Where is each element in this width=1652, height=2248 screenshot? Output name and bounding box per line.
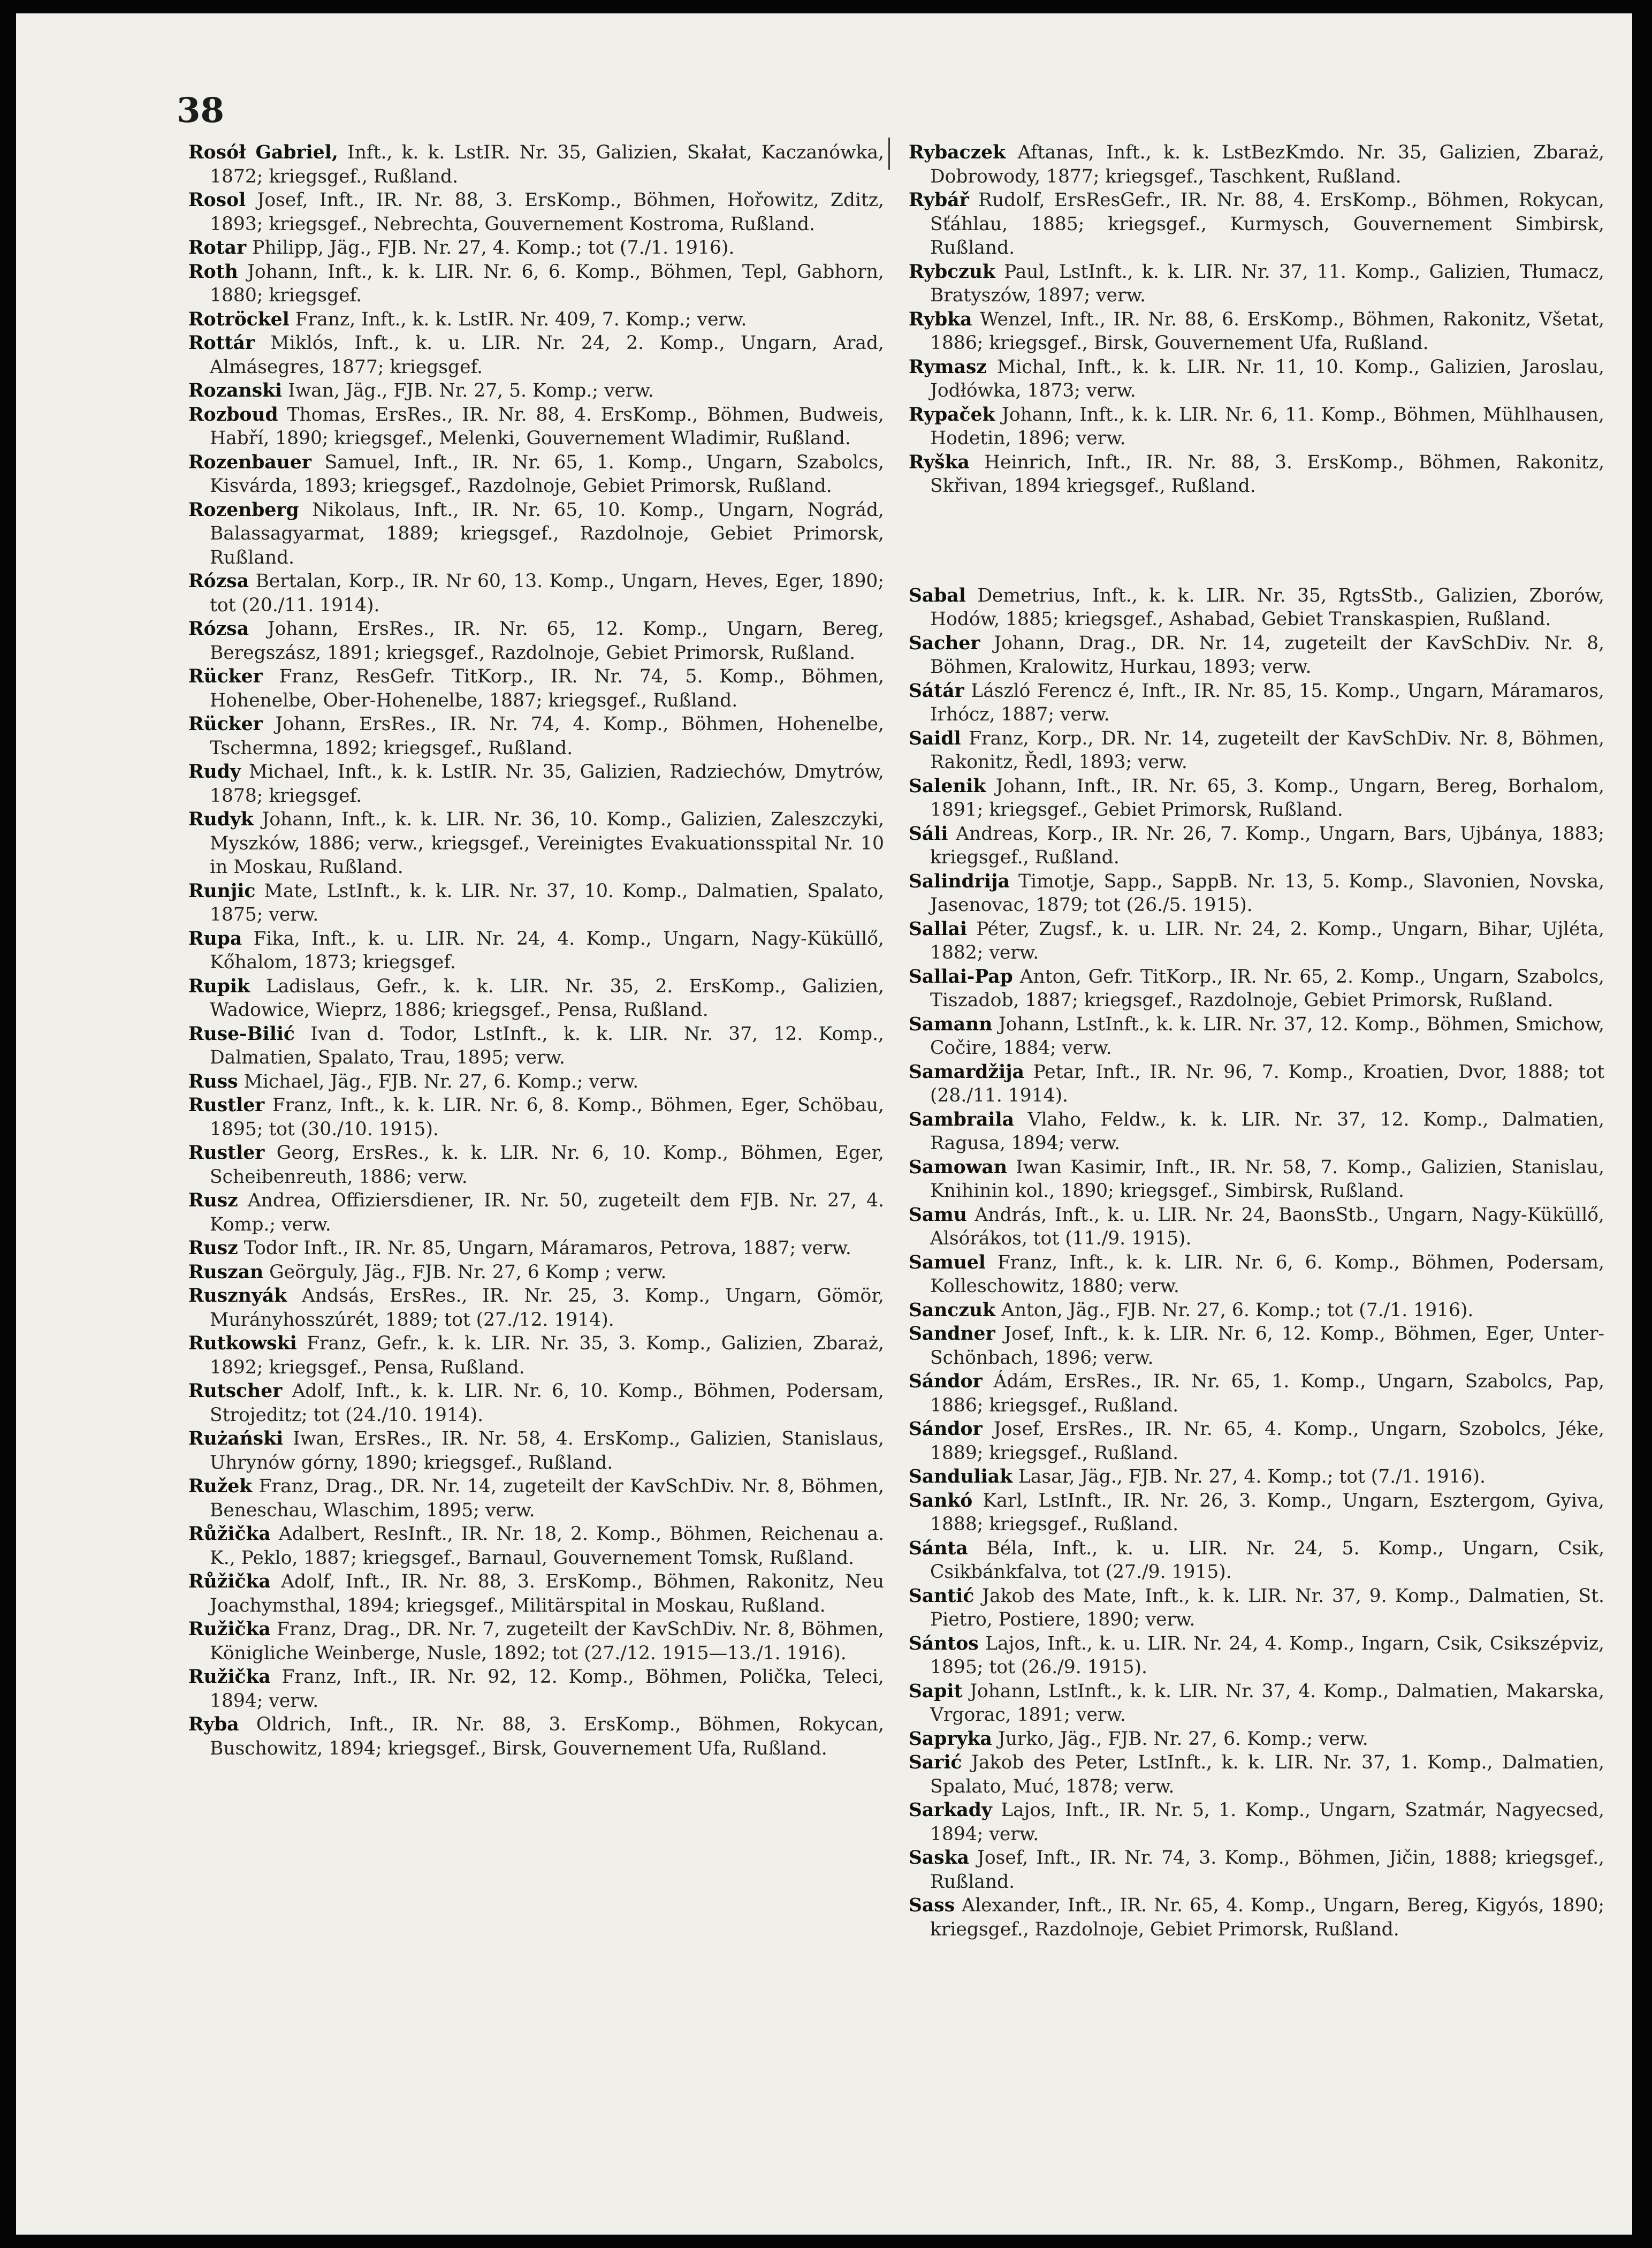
list-entry	[909, 1370, 1604, 1417]
list-entry	[909, 1156, 1604, 1203]
entry-details: Petar, Inft., IR. Nr. 96, 7. Komp., Kroatien, Dvor, 1888; tot (28./11. 1914).	[930, 1061, 1604, 1106]
entry-surname: Rücker	[188, 666, 263, 687]
entry-details: Alexander, Inft., IR. Nr. 65, 4. Komp., Ungarn, Bereg, Kigyós, 1890; kriegsgef., Razdolnoje, Gebiet Primorsk, Rußland.	[930, 1895, 1604, 1940]
entry-details: Wenzel, Inft., IR. Nr. 88, 6. ErsKomp., Böhmen, Rakonitz, Všetat, 1886; kriegsgef., Birsk, Gouvernement Ufa, Rußland.	[930, 308, 1604, 354]
list-entry	[188, 1332, 884, 1379]
entry-surname: Rybczuk	[909, 261, 995, 283]
entry-details: Franz, Drag., DR. Nr. 7, zugeteilt der KavSchDiv. Nr. 8, Böhmen, Königliche Weinberge, Nusle, 1892; tot (27./12. 1915—13./1. 1916).	[210, 1619, 884, 1664]
list-entry	[909, 1727, 1604, 1751]
list-entry	[188, 879, 884, 927]
entry-surname: Ryba	[188, 1714, 239, 1735]
entry-surname: Rutkowski	[188, 1333, 297, 1354]
list-entry	[188, 1570, 884, 1617]
list-entry	[188, 1189, 884, 1236]
list-entry	[188, 1522, 884, 1570]
entry-details: Rudolf, ErsResGefr., IR. Nr. 88, 4. ErsKomp., Böhmen, Rokycan, Sťáhlau, 1885; kriegsgef., Kurmysch, Gouvernement Simbirsk, Rußland.	[930, 189, 1604, 259]
entry-surname: Rozboud	[188, 404, 278, 426]
entry-surname: Sandner	[909, 1323, 995, 1345]
entry-details: Josef, Inft., k. k. LIR. Nr. 6, 12. Komp., Böhmen, Eger, Unter-Schönbach, 1896; verw.	[930, 1323, 1604, 1369]
entry-details: Adalbert, ResInft., IR. Nr. 18, 2. Komp., Böhmen, Reichenau a. K., Peklo, 1887; kriegsgef., Barnaul, Gouvernement Tomsk, Rußland.	[210, 1523, 884, 1569]
entry-surname: Sankó	[909, 1490, 973, 1512]
entry-details: Todor Inft., IR. Nr. 85, Ungarn, Máramaros, Petrova, 1887; verw.	[238, 1237, 851, 1259]
list-entry	[188, 665, 884, 712]
entry-surname: Sass	[909, 1895, 955, 1916]
entry-details: Anton, Gefr. TitKorp., IR. Nr. 65, 2. Komp., Ungarn, Szabolcs, Tiszadob, 1887; kriegsgef., Razdolnoje, Gebiet Primorsk, Rußland.	[930, 966, 1604, 1011]
entry-details: Michal, Inft., k. k. LIR. Nr. 11, 10. Komp., Galizien, Jaroslau, Jodłówka, 1873; verw.	[930, 356, 1604, 401]
list-entry	[909, 1798, 1604, 1846]
entry-details: Péter, Zugsf., k. u. LIR. Nr. 24, 2. Komp., Ungarn, Bihar, Ujléta, 1882; verw.	[930, 918, 1604, 963]
entry-details: Ádám, ErsRes., IR. Nr. 65, 1. Komp., Ungarn, Szabolcs, Pap, 1886; kriegsgef., Rußland.	[930, 1371, 1604, 1416]
list-entry	[909, 965, 1604, 1013]
list-entry	[909, 188, 1604, 260]
entry-surname: Rymasz	[909, 356, 987, 378]
entry-details: Johann, Drag., DR. Nr. 14, zugeteilt der KavSchDiv. Nr. 8, Böhmen, Kralowitz, Hurkau, 1893; verw.	[930, 632, 1604, 678]
list-entry	[188, 617, 884, 665]
entry-details: Johann, ErsRes., IR. Nr. 74, 4. Komp., Böhmen, Hohenelbe, Tschermna, 1892; kriegsgef., Rußland.	[210, 713, 884, 759]
entry-details: Andreas, Korp., IR. Nr. 26, 7. Komp., Ungarn, Bars, Ujbánya, 1883; kriegsgef., Rußland.	[930, 823, 1604, 868]
list-entry	[909, 1751, 1604, 1798]
entry-details: Iwan Kasimir, Inft., IR. Nr. 58, 7. Komp., Galizien, Stanislau, Knihinin kol., 1890; kriegsgef., Simbirsk, Rußland.	[930, 1156, 1604, 1202]
entry-surname: Rudy	[188, 761, 241, 783]
entry-surname: Rotar	[188, 237, 247, 259]
entry-surname: Rottár	[188, 332, 255, 354]
list-entry	[909, 1632, 1604, 1680]
list-entry	[909, 1251, 1604, 1298]
list-entry	[909, 141, 1604, 188]
entry-details: Vlaho, Feldw., k. k. LIR. Nr. 37, 12. Komp., Dalmatien, Ragusa, 1894; verw.	[930, 1108, 1604, 1154]
list-entry	[909, 679, 1604, 727]
entry-surname: Ruszan	[188, 1261, 264, 1283]
list-entry	[909, 1203, 1604, 1251]
list-entry	[188, 1427, 884, 1475]
entry-details: Georg, ErsRes., k. k. LIR. Nr. 6, 10. Komp., Böhmen, Eger, Scheibenreuth, 1886; verw.	[210, 1142, 884, 1188]
entry-details: Karl, LstInft., IR. Nr. 26, 3. Komp., Ungarn, Esztergom, Gyiva, 1888; kriegsgef., Rußland.	[930, 1490, 1604, 1535]
entry-details: Ladislaus, Gefr., k. k. LIR. Nr. 35, 2. ErsKomp., Galizien, Wadowice, Wieprz, 1886; kriegsgef., Pensa, Rußland.	[210, 975, 884, 1021]
entry-details: Lajos, Inft., k. u. LIR. Nr. 24, 4. Komp., Ingarn, Csik, Csikszépviz, 1895; tot (26./9. 1915).	[930, 1632, 1604, 1678]
entry-details: Johann, ErsRes., IR. Nr. 65, 12. Komp., Ungarn, Bereg, Beregszász, 1891; kriegsgef., Razdolnoje, Gebiet Primorsk, Rußland.	[210, 618, 884, 664]
list-entry	[188, 141, 884, 188]
entry-details: Bertalan, Korp., IR. Nr 60, 13. Komp., Ungarn, Heves, Eger, 1890; tot (20./11. 1914).	[210, 571, 884, 616]
entry-surname: Rosół Gabriel,	[188, 142, 338, 163]
entry-details: Johann, Inft., IR. Nr. 65, 3. Komp., Ungarn, Bereg, Borhalom, 1891; kriegsgef., Gebiet Primorsk, Rußland.	[930, 775, 1604, 821]
entry-surname: Sátár	[909, 680, 964, 702]
list-entry	[188, 260, 884, 308]
entry-details: Miklós, Inft., k. u. LIR. Nr. 24, 2. Komp., Ungarn, Arad, Almásegres, 1877; kriegsgef.	[210, 332, 884, 378]
entry-surname: Rosol	[188, 189, 246, 211]
entry-surname: Rupik	[188, 975, 250, 997]
entry-details: Adolf, Inft., k. k. LIR. Nr. 6, 10. Komp., Böhmen, Podersam, Strojeditz; tot (24./10. 1914).	[210, 1380, 884, 1426]
entry-details: Samuel, Inft., IR. Nr. 65, 1. Komp., Ungarn, Szabolcs, Kisvárda, 1893; kriegsgef., Razdolnoje, Gebiet Primorsk, Rußland.	[210, 451, 884, 497]
entry-details: Franz, ResGefr. TitKorp., IR. Nr. 74, 5. Komp., Böhmen, Hohenelbe, Ober-Hohenelbe, 1887; kriegsgef., Rußland.	[210, 666, 884, 711]
entry-details: Jurko, Jäg., FJB. Nr. 27, 6. Komp.; verw.	[992, 1728, 1368, 1750]
entry-details: Fika, Inft., k. u. LIR. Nr. 24, 4. Komp., Ungarn, Nagy-Küküllő, Kőhalom, 1873; kriegsgef.	[210, 928, 884, 973]
entry-details: Johann, Inft., k. k. LIR. Nr. 6, 6. Komp., Böhmen, Tepl, Gabhorn, 1880; kriegsgef.	[210, 261, 884, 306]
entry-surname: Rusznyák	[188, 1285, 287, 1307]
entry-surname: Samuel	[909, 1251, 986, 1273]
entry-surname: Sanduliak	[909, 1466, 1013, 1487]
entry-surname: Santić	[909, 1585, 975, 1607]
list-entry	[909, 1465, 1604, 1489]
entry-details: Franz, Korp., DR. Nr. 14, zugeteilt der KavSchDiv. Nr. 8, Böhmen, Rakonitz, Ředl, 1893; verw.	[930, 727, 1604, 773]
entry-surname: Sallai-Pap	[909, 966, 1013, 988]
entry-surname: Rustler	[188, 1095, 265, 1116]
entry-details: Jakob des Peter, LstInft., k. k. LIR. Nr. 37, 1. Komp., Dalmatien, Spalato, Muć, 1878; verw.	[930, 1752, 1604, 1797]
entry-surname: Růžička	[188, 1523, 271, 1545]
page-number: 38	[177, 90, 225, 131]
list-entry	[909, 870, 1604, 917]
entry-details: Johann, LstInft., k. k. LIR. Nr. 37, 12. Komp., Böhmen, Smichow, Cočire, 1884; verw.	[930, 1013, 1604, 1059]
list-entry	[909, 1322, 1604, 1370]
list-entry	[909, 1489, 1604, 1537]
entry-details: Franz, Gefr., k. k. LIR. Nr. 35, 3. Komp., Galizien, Zbaraż, 1892; kriegsgef., Pensa, Rußland.	[210, 1333, 884, 1378]
entry-surname: Samu	[909, 1204, 967, 1226]
entry-surname: Ružek	[188, 1476, 253, 1497]
list-entry	[909, 822, 1604, 870]
list-entry	[188, 808, 884, 879]
entry-surname: Ruse-Bilić	[188, 1023, 295, 1045]
list-entry	[188, 1617, 884, 1665]
list-entry	[188, 188, 884, 236]
entry-details: László Ferencz é, Inft., IR. Nr. 85, 15. Komp., Ungarn, Máramaros, Irhócz, 1887; verw.	[930, 680, 1604, 725]
entry-surname: Roth	[188, 261, 238, 283]
entry-details: Paul, LstInft., k. k. LIR. Nr. 37, 11. Komp., Galizien, Tłumacz, Bratyszów, 1897; verw.	[930, 261, 1604, 306]
entry-surname: Rusz	[188, 1237, 238, 1259]
entry-surname: Sánta	[909, 1537, 968, 1559]
entry-surname: Sanczuk	[909, 1299, 995, 1321]
entry-surname: Rybář	[909, 189, 969, 211]
entry-surname: Rozenberg	[188, 499, 299, 521]
entry-details: Nikolaus, Inft., IR. Nr. 65, 10. Komp., Ungarn, Nográd, Balassagyarmat, 1889; kriegsgef., Razdolnoje, Gebiet Primorsk, Rußland.	[210, 499, 884, 568]
list-entry	[909, 1417, 1604, 1465]
list-entry	[188, 498, 884, 570]
entry-details: Andsás, ErsRes., IR. Nr. 25, 3. Komp., Ungarn, Gömör, Murányhosszúrét, 1889; tot (27./12. 1914).	[210, 1285, 884, 1331]
entry-details: Béla, Inft., k. u. LIR. Nr. 24, 5. Komp., Ungarn, Csik, Csikbánkfalva, tot (27./9. 1915).	[930, 1537, 1604, 1583]
entry-surname: Samann	[909, 1013, 993, 1035]
list-entry	[909, 727, 1604, 774]
list-entry	[909, 1298, 1604, 1323]
entry-details: Iwan, ErsRes., IR. Nr. 58, 4. ErsKomp., Galizien, Stanislaus, Uhrynów górny, 1890; kriegsgef., Rußland.	[210, 1428, 884, 1474]
entry-surname: Sántos	[909, 1632, 979, 1654]
entry-details: Josef, ErsRes., IR. Nr. 65, 4. Komp., Ungarn, Szobolcs, Jéke, 1889; kriegsgef., Rußland.	[930, 1418, 1604, 1464]
entry-details: Andrea, Offiziersdiener, IR. Nr. 50, zugeteilt dem FJB. Nr. 27, 4. Komp.; verw.	[210, 1190, 884, 1235]
list-entry	[188, 1236, 884, 1260]
entry-details: Jakob des Mate, Inft., k. k. LIR. Nr. 37, 9. Komp., Dalmatien, St. Pietro, Postiere, 1890; verw.	[930, 1585, 1604, 1630]
entry-surname: Samardžija	[909, 1061, 1024, 1083]
list-entry	[909, 260, 1604, 308]
list-entry	[188, 331, 884, 379]
entry-details: Lajos, Inft., IR. Nr. 5, 1. Komp., Ungarn, Szatmár, Nagyecsed, 1894; verw.	[930, 1799, 1604, 1845]
entry-surname: Sándor	[909, 1418, 983, 1440]
left-column	[188, 141, 884, 1760]
right-column-s-section	[909, 584, 1604, 1942]
entry-details: Inft., k. k. LstIR. Nr. 35, Galizien, Skałat, Kaczanówka, 1872; kriegsgef., Rußland.	[210, 142, 884, 187]
entry-surname: Runjic	[188, 880, 256, 902]
list-entry	[909, 1108, 1604, 1156]
entry-surname: Ružička	[188, 1619, 271, 1640]
list-entry	[909, 308, 1604, 355]
entry-surname: Ružička	[188, 1666, 271, 1688]
entry-surname: Rybka	[909, 308, 972, 330]
column-divider	[888, 138, 890, 170]
right-column	[909, 141, 1604, 1941]
list-entry	[909, 1060, 1604, 1108]
list-entry	[909, 917, 1604, 965]
entry-details: Oldrich, Inft., IR. Nr. 88, 3. ErsKomp., Böhmen, Rokycan, Buschowitz, 1894; kriegsgef., Birsk, Gouvernement Ufa, Rußland.	[210, 1714, 884, 1759]
list-entry	[188, 236, 884, 260]
entry-details: Ivan d. Todor, LstInft., k. k. LIR. Nr. 37, 12. Komp., Dalmatien, Spalato, Trau, 1895; verw.	[210, 1023, 884, 1068]
entry-details: Johann, Inft., k. k. LIR. Nr. 36, 10. Komp., Galizien, Zaleszczyki, Myszków, 1886; verw., kriegsgef., Vereinigtes Evakuationsspital Nr. 10 in Moskau, Rußland.	[210, 809, 884, 878]
list-entry	[188, 569, 884, 617]
section-gap	[909, 498, 1604, 584]
entry-surname: Rużański	[188, 1428, 284, 1449]
entry-details: Adolf, Inft., IR. Nr. 88, 3. ErsKomp., Böhmen, Rakonitz, Neu Joachymsthal, 1894; kriegsgef., Militärspital in Moskau, Rußland.	[210, 1571, 884, 1616]
entry-details: Mate, LstInft., k. k. LIR. Nr. 37, 10. Komp., Dalmatien, Spalato, 1875; verw.	[210, 880, 884, 925]
entry-surname: Rutscher	[188, 1380, 283, 1402]
list-entry	[188, 1713, 884, 1760]
entry-surname: Sándor	[909, 1371, 983, 1392]
entry-details: Demetrius, Inft., k. k. LIR. Nr. 35, RgtsStb., Galizien, Zborów, Hodów, 1885; kriegsgef., Ashabad, Gebiet Transkaspien, Rußland.	[930, 584, 1604, 630]
list-entry	[188, 451, 884, 498]
list-entry	[188, 1022, 884, 1070]
entry-surname: Saidl	[909, 727, 961, 749]
list-entry	[188, 1379, 884, 1427]
entry-surname: Sapryka	[909, 1728, 992, 1750]
entry-details: Anton, Jäg., FJB. Nr. 27, 6. Komp.; tot (7./1. 1916).	[995, 1299, 1474, 1321]
entry-details: Josef, Inft., IR. Nr. 88, 3. ErsKomp., Böhmen, Hořowitz, Zditz, 1893; kriegsgef., Nebrechta, Gouvernement Kostroma, Rußland.	[210, 189, 884, 235]
right-column-r-section	[909, 141, 1604, 498]
entry-surname: Sallai	[909, 918, 967, 940]
entry-surname: Sabal	[909, 584, 966, 606]
list-entry	[188, 308, 884, 332]
entry-details: Johann, LstInft., k. k. LIR. Nr. 37, 4. Komp., Dalmatien, Makarska, Vrgorac, 1891; verw.	[930, 1680, 1604, 1726]
document-page	[16, 13, 1632, 2235]
entry-surname: Rusz	[188, 1190, 238, 1211]
entry-surname: Sáli	[909, 823, 948, 845]
entry-surname: Rybaczek	[909, 142, 1006, 163]
entry-surname: Rupa	[188, 928, 242, 950]
entry-surname: Rozenbauer	[188, 451, 311, 473]
entry-details: Heinrich, Inft., IR. Nr. 88, 3. ErsKomp., Böhmen, Rakonitz, Skřivan, 1894 kriegsgef., Rußland.	[930, 451, 1604, 497]
entry-surname: Sapit	[909, 1680, 963, 1702]
entry-surname: Sarkady	[909, 1799, 992, 1821]
entry-details: Franz, Inft., k. k. LIR. Nr. 6, 8. Komp., Böhmen, Eger, Schöbau, 1895; tot (30./10. 1915).	[210, 1095, 884, 1140]
entry-details: Michael, Jäg., FJB. Nr. 27, 6. Komp.; verw.	[238, 1070, 639, 1092]
entry-details: Franz, Inft., k. k. LstIR. Nr. 409, 7. Komp.; verw.	[289, 308, 747, 330]
list-entry	[188, 712, 884, 760]
entry-surname: Saska	[909, 1847, 969, 1869]
entry-surname: Rózsa	[188, 618, 249, 640]
list-entry	[188, 1475, 884, 1522]
list-entry	[909, 632, 1604, 679]
list-entry	[188, 1141, 884, 1189]
entry-details: Lasar, Jäg., FJB. Nr. 27, 4. Komp.; tot (7./1. 1916).	[1012, 1466, 1486, 1487]
entry-surname: Ryška	[909, 451, 970, 473]
list-entry	[909, 1584, 1604, 1632]
list-entry	[909, 403, 1604, 451]
entry-details: Geörguly, Jäg., FJB. Nr. 27, 6 Komp ; verw.	[263, 1261, 667, 1283]
list-entry	[188, 403, 884, 451]
entry-surname: Salenik	[909, 775, 986, 797]
entry-surname: Sarić	[909, 1752, 962, 1773]
entry-surname: Rudyk	[188, 809, 254, 830]
list-entry	[909, 774, 1604, 822]
list-entry	[188, 1284, 884, 1332]
list-entry	[188, 1665, 884, 1713]
list-entry	[909, 451, 1604, 498]
entry-surname: Sacher	[909, 632, 980, 654]
entry-details: Josef, Inft., IR. Nr. 74, 3. Komp., Böhmen, Jičin, 1888; kriegsgef., Rußland.	[930, 1847, 1604, 1893]
list-entry	[909, 1537, 1604, 1584]
list-entry	[188, 379, 884, 403]
list-entry	[909, 1013, 1604, 1060]
entry-surname: Russ	[188, 1070, 238, 1092]
list-entry	[188, 975, 884, 1022]
list-entry	[188, 1093, 884, 1141]
entry-details: Franz, Inft., k. k. LIR. Nr. 6, 6. Komp., Böhmen, Podersam, Kolleschowitz, 1880; verw.	[930, 1251, 1604, 1297]
entry-surname: Rotröckel	[188, 308, 290, 330]
entry-details: Timotje, Sapp., SappB. Nr. 13, 5. Komp., Slavonien, Novska, Jasenovac, 1879; tot (26./5. 1915).	[930, 870, 1604, 916]
list-entry	[909, 1846, 1604, 1894]
entry-details: Johann, Inft., k. k. LIR. Nr. 6, 11. Komp., Böhmen, Mühlhausen, Hodetin, 1896; verw.	[930, 404, 1604, 449]
entry-details: András, Inft., k. u. LIR. Nr. 24, BaonsStb., Ungarn, Nagy-Küküllő, Alsórákos, tot (11./9. 1915).	[930, 1204, 1604, 1249]
entry-surname: Růžička	[188, 1571, 271, 1592]
entry-details: Michael, Inft., k. k. LstIR. Nr. 35, Galizien, Radziechów, Dmytrów, 1878; kriegsgef.	[210, 761, 884, 807]
list-entry	[909, 1894, 1604, 1941]
list-entry	[188, 1070, 884, 1094]
list-entry	[188, 760, 884, 808]
list-entry	[909, 1680, 1604, 1727]
entry-surname: Samowan	[909, 1156, 1007, 1178]
entry-details: Iwan, Jäg., FJB. Nr. 27, 5. Komp.; verw.	[282, 380, 654, 401]
entry-details: Franz, Inft., IR. Nr. 92, 12. Komp., Böhmen, Polička, Teleci, 1894; verw.	[210, 1666, 884, 1712]
entry-details: Thomas, ErsRes., IR. Nr. 88, 4. ErsKomp., Böhmen, Budweis, Habří, 1890; kriegsgef., Melenki, Gouvernement Wladimir, Rußland.	[210, 404, 884, 449]
list-entry	[909, 584, 1604, 632]
entry-surname: Rózsa	[188, 571, 249, 592]
entry-surname: Rustler	[188, 1142, 265, 1164]
entry-details: Franz, Drag., DR. Nr. 14, zugeteilt der KavSchDiv. Nr. 8, Böhmen, Beneschau, Wlaschim, 1895; verw.	[210, 1476, 884, 1521]
entry-surname: Salindrija	[909, 870, 1010, 892]
entry-surname: Rücker	[188, 713, 263, 735]
entry-surname: Rypaček	[909, 404, 995, 426]
list-entry	[188, 1260, 884, 1285]
entry-details: Philipp, Jäg., FJB. Nr. 27, 4. Komp.; tot (7./1. 1916).	[246, 237, 735, 259]
list-entry	[909, 355, 1604, 403]
entry-surname: Sambraila	[909, 1108, 1014, 1130]
entry-details: Aftanas, Inft., k. k. LstBezKmdo. Nr. 35, Galizien, Zbaraż, Dobrowody, 1877; kriegsgef., Taschkent, Rußland.	[930, 142, 1604, 187]
entry-surname: Rozanski	[188, 380, 283, 401]
list-entry	[188, 927, 884, 975]
